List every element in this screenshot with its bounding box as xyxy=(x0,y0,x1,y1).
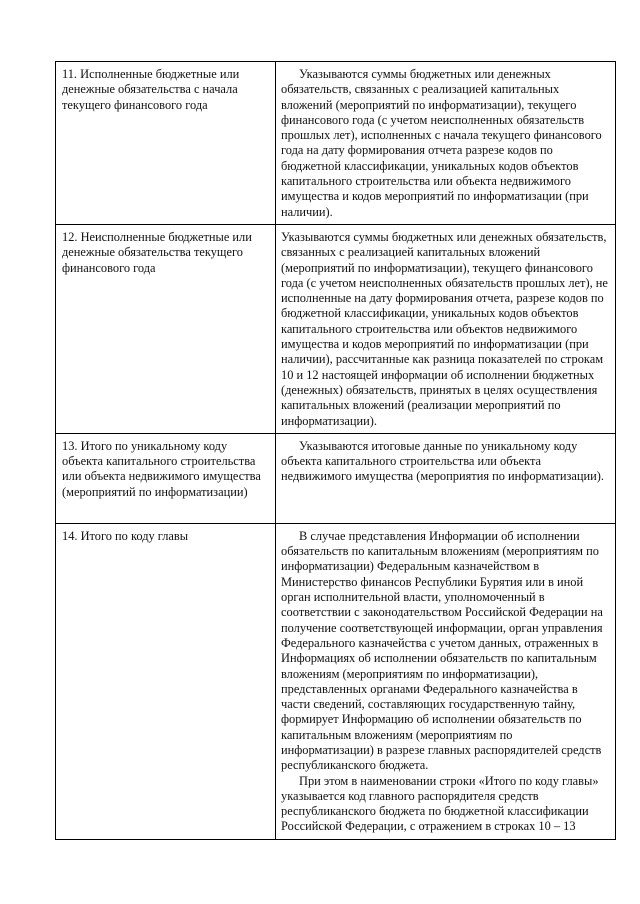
instructions-table xyxy=(55,61,616,840)
row-description-paragraph: В случае представления Информации об исполнении обязательств по капитальным вложениям (мероприятиям по информатизации) Федеральным казначейством в Министерство финансов Республики Бурятия или в иной орган исполнительной власти, уполномоченный в соответствии с законодательством Российской Федерации на получение соответствующей информации, орган управления Федерального казначейства с учетом данных, отраженных в Информациях об исполнении обязательств по капитальным вложениям (мероприятиям по информатизации), представленных органами Федерального казначейства в части сведений, составляющих государственную тайну, формирует Информацию об исполнении обязательств по капитальным вложениям (мероприятиям по информатизации) в разрезе главных распорядителей средств республиканского бюджета. xyxy=(281,528,603,773)
row-description-paragraph: Указываются суммы бюджетных или денежных обязательств, связанных с реализацией капитальных вложений (мероприятий по информатизации), текущего финансового года (с учетом неисполненных обязательств прошлых лет), не исполненные на дату формирования отчета, разрезе кодов по бюджетной классификации, уникальных кодов объектов капитального строительства или объектов недвижимого имущества и кодов мероприятий по информатизации (при наличии), рассчитанные как разница показателей по строкам 10 и 12 настоящей информации об исполнении бюджетных (денежных) обязательств, принятых в целях осуществления капитальных вложений (реализации мероприятий по информатизации). xyxy=(281,229,608,428)
row-label: 11. Исполненные бюджетные или денежные обязательства с начала текущего финансового года xyxy=(62,67,240,112)
row-label-cell xyxy=(56,62,276,225)
row-description-paragraph: Указываются суммы бюджетных или денежных обязательств, связанных с реализацией капитальных вложений (мероприятий по информатизации), текущего финансового года (с учетом неисполненных обязательств прошлых лет), исполненных с начала текущего финансового года на дату формирования отчета разрезе кодов по бюджетной классификации, уникальных кодов объектов капитального строительства или объекта недвижимого имущества и кодов мероприятий по информатизации (при наличии). xyxy=(281,67,602,219)
row-label: 13. Итого по уникальному коду объекта капитального строительства или объекта недвижимого имущества (мероприятий по информатизации) xyxy=(62,438,261,499)
row-description-cell xyxy=(276,433,616,523)
row-label-cell xyxy=(56,433,276,523)
table-row xyxy=(56,62,616,225)
table-row xyxy=(56,523,616,839)
row-label: 12. Неисполненные бюджетные или денежные обязательства текущего финансового года xyxy=(62,229,252,275)
row-label-cell xyxy=(56,224,276,433)
row-description-cell xyxy=(276,523,616,839)
row-description-paragraph: Указываются итоговые данные по уникальному коду объекта капитального строительства или объекта недвижимого имущества (мероприятия по информатизации). xyxy=(281,438,605,484)
row-description-cell xyxy=(276,62,616,225)
table-row xyxy=(56,433,616,523)
row-description-paragraph: При этом в наименовании строки «Итого по коду главы» указывается код главного распорядителя средств республиканского бюджета по бюджетной классификации Российской Федерации, с отражением в строках 10 – 13 xyxy=(281,773,599,834)
row-label-cell xyxy=(56,523,276,839)
row-label: 14. Итого по коду главы xyxy=(62,528,189,543)
row-description-cell xyxy=(276,224,616,433)
table-row xyxy=(56,224,616,433)
